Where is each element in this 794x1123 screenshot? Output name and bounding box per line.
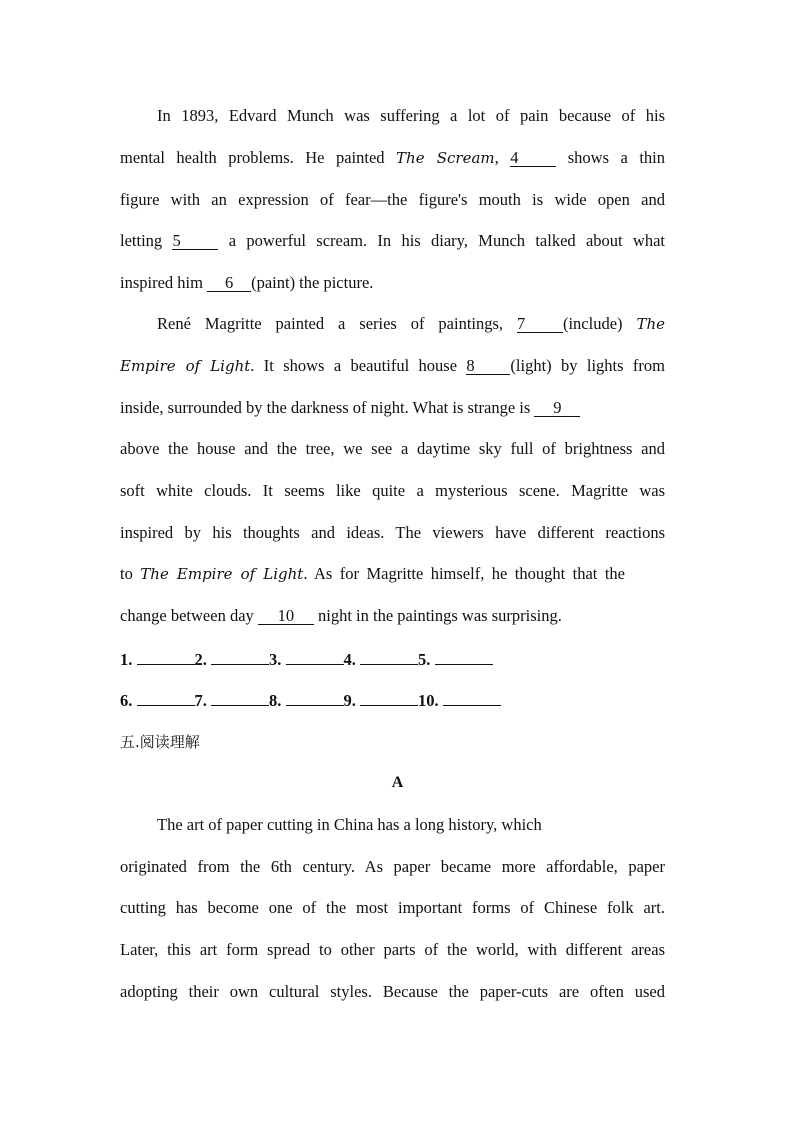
answer-label-9: 9. — [343, 691, 356, 710]
answer-blank-2[interactable] — [211, 649, 269, 665]
passage3-line5: adopting their own cultural styles. Because the paper-cuts are often used — [120, 982, 665, 1001]
answer-label-5: 5. — [418, 650, 431, 669]
passage2-line8: change between day 10 night in the paintings was surprising. — [120, 606, 562, 625]
blank-8: 8 — [466, 357, 510, 375]
answer-label-6: 6. — [120, 691, 133, 710]
answer-label-4: 4. — [343, 650, 356, 669]
passage3-line4: Later, this art form spread to other parts of the world, with different areas — [120, 940, 665, 959]
passage1-line2: mental health problems. He painted The Scream, 4 shows a thin — [120, 148, 665, 167]
blank-5: 5 — [172, 232, 218, 250]
passage1-line3: figure with an expression of fear—the figure's mouth is wide open and — [120, 190, 665, 209]
passage2-line2: Empire of Light. It shows a beautiful house 8 (light) by lights from — [120, 356, 665, 375]
answer-blank-6[interactable] — [137, 690, 195, 706]
answer-blank-9[interactable] — [360, 690, 418, 706]
blank-6: 6 — [207, 274, 251, 292]
answer-label-1: 1. — [120, 650, 133, 669]
passage3-line1: The art of paper cutting in China has a long history, which — [157, 815, 542, 834]
answer-label-10: 10. — [418, 691, 439, 710]
passage1-line5: inspired him 6 (paint) the picture. — [120, 273, 374, 292]
passage-letter: A — [391, 774, 404, 791]
answer-label-2: 2. — [194, 650, 207, 669]
blank-10: 10 — [258, 607, 314, 625]
answer-blank-3[interactable] — [286, 649, 344, 665]
passage2-line6: inspired by his thoughts and ideas. The viewers have different reactions — [120, 523, 665, 542]
passage2-line7: to The Empire of Light. As for Magritte himself, he thought that the — [120, 564, 625, 583]
answer-blank-10[interactable] — [443, 690, 501, 706]
answer-blank-8[interactable] — [286, 690, 344, 706]
blank-9: 9 — [534, 399, 580, 417]
answer-label-8: 8. — [269, 691, 282, 710]
answer-row-2 — [120, 690, 501, 711]
answer-row-1 — [120, 649, 493, 670]
blank-7: 7 — [517, 315, 563, 333]
passage1-line4: letting 5 a powerful scream. In his diary, Munch talked about what — [120, 231, 665, 250]
passage3-line3: cutting has become one of the most important forms of Chinese folk art. — [120, 898, 665, 917]
passage2-line4: above the house and the tree, we see a daytime sky full of brightness and — [120, 439, 665, 458]
section-heading: 五.阅读理解 — [120, 733, 200, 751]
answer-label-3: 3. — [269, 650, 282, 669]
blank-4: 4 — [510, 149, 556, 167]
answer-blank-7[interactable] — [211, 690, 269, 706]
passage1-line1: In 1893, Edvard Munch was suffering a lot of pain because of his — [157, 106, 665, 125]
passage3-line2: originated from the 6th century. As paper became more affordable, paper — [120, 857, 665, 876]
answer-blank-1[interactable] — [137, 649, 195, 665]
answer-blank-5[interactable] — [435, 649, 493, 665]
passage2-line5: soft white clouds. It seems like quite a mysterious scene. Magritte was — [120, 481, 665, 500]
answer-blank-4[interactable] — [360, 649, 418, 665]
answer-label-7: 7. — [194, 691, 207, 710]
passage2-line1: René Magritte painted a series of paintings, 7 (include) The — [157, 314, 665, 333]
passage2-line3: inside, surrounded by the darkness of night. What is strange is 9 — [120, 398, 640, 418]
